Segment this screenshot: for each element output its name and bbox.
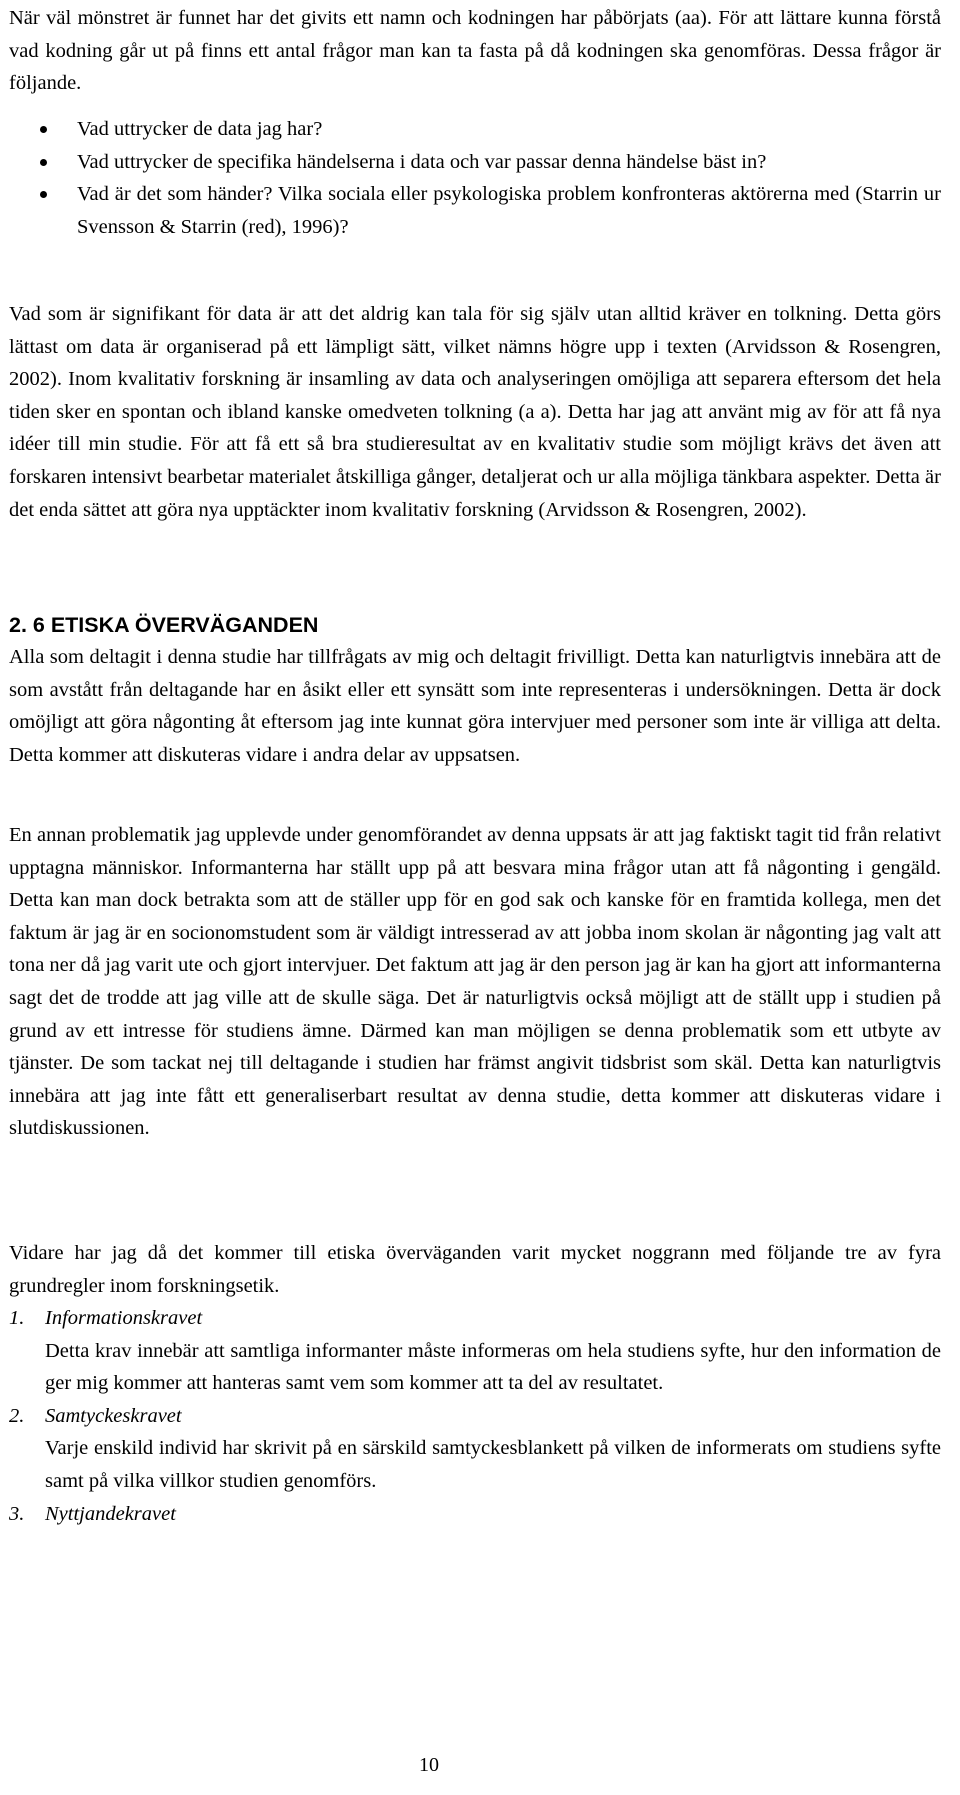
list-item: Vad uttrycker de data jag har? [9, 113, 941, 146]
bullet-icon [40, 159, 47, 166]
list-item [9, 1498, 941, 1531]
rule-title: 3. Nyttjandekravet [9, 1502, 176, 1525]
further-paragraph: Vidare har jag då det kommer till etiska överväganden varit mycket noggrann med följande tre av fyra grundregler inom forskningsetik. [9, 1242, 941, 1297]
research-ethics-rules [9, 1302, 941, 1530]
list-item: Vad är det som händer? Vilka sociala eller psykologiska problem konfronteras aktörerna med (Starrin ur Svensson & Starrin (red), 1996)? [9, 178, 941, 243]
list-item: Vad uttrycker de specifika händelserna i data och var passar denna händelse bäst in? [9, 146, 941, 179]
significance-paragraph: Vad som är signifikant för data är att det aldrig kan tala för sig själv utan alltid kräver en tolkning. Detta görs lättast om data är organiserad på ett lämpligt sätt, vilket nämns högre upp i texten (Arvidsson & Rosengren, 2002). Inom kvalitativ forskning är insamling av data och analyseringen omöjliga att separera eftersom det hela tiden sker en spontan och ibland kanske omedveten tolkning (a a). Detta har jag att använt mig av för att få nya idéer till min studie. För att få ett så bra studieresultat av en kvalitativ studie som möjligt krävs det även att forskaren intensivt bearbetar materialet åtskilliga gånger, detaljerat och ur alla möjliga tänkbara aspekter. Detta är det enda sättet att göra nya upptäckter inom kvalitativ forskning (Arvidsson & Rosengren, 2002). [9, 303, 941, 521]
list-item [9, 1400, 941, 1498]
problem-paragraph: En annan problematik jag upplevde under genomförandet av denna uppsats är att jag faktiskt tagit tid från relativt upptagna människor. Informanterna har ställt upp på att besvara mina frågor utan att få någonting i gengäld. Detta kan man dock betrakta som att de ställer upp för en god sak och kanske för en framtida kollega, men det faktum är jag är en socionomstudent som är väldigt intresserad av att jobba inom skolan är någonting jag valt att tona ner då jag varit ute och gjort intervjuer. Det faktum att jag är den person jag är kan ha gjort att informanterna sagt det de trodde att jag ville att de skulle säga. Det är naturligtvis också möjligt att de ställt upp i studien på grund av ett intresse för studiens ämne. Därmed kan man möjligen se denna problematik som ett utbyte av tjänster. De som tackat nej till deltagande i studien har främst angivit tidsbrist som skäl. Detta kan naturligtvis innebära att jag inte fått ett generaliserbart resultat av denna studie, detta kommer att diskuteras vidare i slutdiskussionen. [9, 824, 941, 1140]
intro-paragraph: När väl mönstret är funnet har det givits ett namn och kodningen har påbörjats (aa). För att lättare kunna förstå vad kodning går ut på finns ett antal frågor man kan ta fasta på då kodningen ska genomföras. Dessa frågor är följande. [9, 7, 941, 95]
page-number: 10 [419, 1754, 439, 1776]
coding-questions-list [9, 113, 941, 243]
rule-title: 2. Samtyckeskravet [9, 1404, 182, 1427]
ethics-paragraph: Alla som deltagit i denna studie har tillfrågats av mig och deltagit frivilligt. Detta kan naturligtvis innebära att de som avstått från deltagande har en åsikt eller ett synsätt som inte representeras i undersökningen. Detta är dock omöjligt att göra någonting åt eftersom jag inte kunnat göra intervjuer med personer som inte är villiga att delta. Detta kommer att diskuteras vidare i andra delar av uppsatsen. [9, 646, 941, 766]
section-heading: 2. 6 ETISKA ÖVERVÄGANDEN [9, 613, 319, 637]
list-item [9, 1302, 941, 1400]
rule-text: Detta krav innebär att samtliga informanter måste informeras om hela studiens syfte, hur den information de ger mig kommer att hanteras samt vem som kommer att ta del av resultatet. [45, 1339, 941, 1395]
bullet-icon [40, 191, 47, 198]
bullet-icon [40, 126, 47, 133]
rule-text: Varje enskild individ har skrivit på en särskild samtyckesblankett på vilken de informerats om studiens syfte samt på vilka villkor studien genomförs. [45, 1437, 941, 1492]
rule-title: 1. Informationskravet [9, 1307, 203, 1329]
